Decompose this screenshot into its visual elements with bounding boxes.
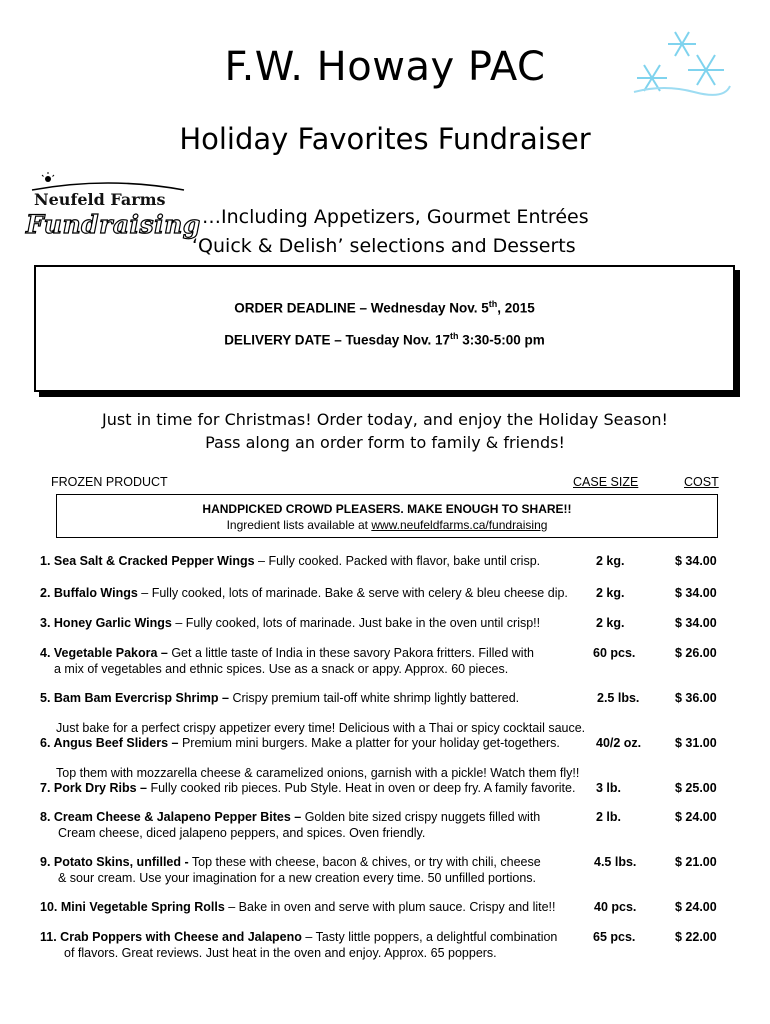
column-header-size: CASE SIZE bbox=[573, 475, 639, 489]
product-description: 5. Bam Bam Evercrisp Shrimp – Crispy premium tail-off white shrimp lightly battered. bbox=[40, 691, 520, 705]
product-description: 1. Sea Salt & Cracked Pepper Wings – Fully cooked. Packed with flavor, bake until crisp. bbox=[40, 554, 541, 568]
product-description: 4. Vegetable Pakora – Get a little taste of India in these savory Pakora fritters. Filled with bbox=[40, 646, 534, 660]
promo-line-1: Just in time for Christmas! Order today, and enjoy the Holiday Season! bbox=[102, 410, 668, 429]
product-name: Potato Skins, unfilled - bbox=[53, 855, 189, 869]
cost: $ 34.00 bbox=[675, 586, 717, 600]
case-size: 65 pcs. bbox=[593, 930, 636, 944]
cost: $ 34.00 bbox=[675, 554, 717, 568]
product-description: 2. Buffalo Wings – Fully cooked, lots of marinade. Bake & serve with celery & bleu cheese dip. bbox=[40, 586, 568, 600]
product-name: Sea Salt & Cracked Pepper Wings bbox=[53, 554, 255, 568]
product-description: 6. Angus Beef Sliders – Premium mini burgers. Make a platter for your holiday get-togethers. bbox=[40, 736, 560, 750]
cost: $ 24.00 bbox=[675, 810, 717, 824]
case-size: 2.5 lbs. bbox=[597, 691, 640, 705]
logo-script: Fundraising bbox=[26, 210, 201, 239]
cost: $ 36.00 bbox=[675, 691, 717, 705]
includes-line-1: …Including Appetizers, Gourmet Entrées bbox=[202, 206, 589, 228]
product-description: 10. Mini Vegetable Spring Rolls – Bake in oven and serve with plum sauce. Crispy and lite!! bbox=[40, 900, 556, 914]
column-header-cost: COST bbox=[684, 475, 719, 489]
cost: $ 22.00 bbox=[675, 930, 717, 944]
logo-name: Neufeld Farms bbox=[34, 190, 166, 209]
case-size: 2 kg. bbox=[596, 586, 625, 600]
neufeld-farms-logo bbox=[26, 170, 201, 252]
ingredient-note: Ingredient lists available at www.neufeldfarms.ca/fundraising bbox=[226, 518, 548, 532]
sunrise-icon bbox=[28, 170, 188, 192]
case-size: 60 pcs. bbox=[593, 646, 636, 660]
product-name: Vegetable Pakora – bbox=[53, 646, 168, 660]
page-subtitle: Holiday Favorites Fundraiser bbox=[179, 122, 591, 156]
product-description: 8. Cream Cheese & Jalapeno Pepper Bites – Golden bite sized crispy nuggets filled with bbox=[40, 810, 541, 824]
case-size: 4.5 lbs. bbox=[594, 855, 637, 869]
includes-line-2: ‘Quick & Delish’ selections and Desserts bbox=[192, 235, 576, 257]
promo-line-2: Pass along an order form to family & friends! bbox=[205, 433, 565, 452]
case-size: 40/2 oz. bbox=[596, 736, 642, 750]
order-deadline: ORDER DEADLINE – Wednesday Nov. 5th, 2015 bbox=[234, 299, 535, 316]
cost: $ 34.00 bbox=[675, 616, 717, 630]
product-name: Honey Garlic Wings bbox=[53, 616, 172, 630]
product-description-cont: Cream cheese, diced jalapeno peppers, and spices. Oven friendly. bbox=[58, 826, 426, 840]
product-description: 9. Potato Skins, unfilled - Top these with cheese, bacon & chives, or try with chili, cheese bbox=[40, 855, 541, 869]
crowd-pleasers-heading: HANDPICKED CROWD PLEASERS. MAKE ENOUGH TO SHARE!! bbox=[202, 502, 572, 516]
fundraising-link[interactable]: www.neufeldfarms.ca/fundraising bbox=[371, 518, 548, 532]
product-name: Mini Vegetable Spring Rolls bbox=[60, 900, 225, 914]
product-name: Crab Poppers with Cheese and Jalapeno bbox=[60, 930, 302, 944]
product-description-cont: a mix of vegetables and ethnic spices. Use as a snack or appy. Approx. 60 pieces. bbox=[54, 662, 509, 676]
crowd-pleasers-box bbox=[56, 494, 718, 538]
product-description-cont: of flavors. Great reviews. Just heat in the oven and enjoy. Approx. 65 poppers. bbox=[64, 946, 497, 960]
case-size: 2 kg. bbox=[596, 616, 625, 630]
product-description-cont: & sour cream. Use your imagination for a new creation every time. 50 unfilled portions. bbox=[58, 871, 537, 885]
product-description: 11. Crab Poppers with Cheese and Jalapeno – Tasty little poppers, a delightful combination bbox=[40, 930, 558, 944]
product-description: 7. Pork Dry Ribs – Fully cooked rib pieces. Pub Style. Heat in oven or deep fry. A family favorite. bbox=[40, 781, 576, 795]
deadline-box bbox=[34, 265, 735, 392]
column-header-product: FROZEN PRODUCT bbox=[51, 475, 168, 489]
product-description: 3. Honey Garlic Wings – Fully cooked, lots of marinade. Just bake in the oven until crisp!! bbox=[40, 616, 541, 630]
product-note: Top them with mozzarella cheese & caramelized onions, garnish with a pickle! Watch them fly!! bbox=[56, 766, 580, 780]
product-name: Angus Beef Sliders – bbox=[53, 736, 179, 750]
product-name: Cream Cheese & Jalapeno Pepper Bites – bbox=[53, 810, 302, 824]
cost: $ 26.00 bbox=[675, 646, 717, 660]
cost: $ 21.00 bbox=[675, 855, 717, 869]
snowflake-icon bbox=[624, 26, 734, 102]
cost: $ 31.00 bbox=[675, 736, 717, 750]
case-size: 3 lb. bbox=[596, 781, 622, 795]
product-name: Pork Dry Ribs – bbox=[53, 781, 147, 795]
cost: $ 25.00 bbox=[675, 781, 717, 795]
product-name: Bam Bam Evercrisp Shrimp – bbox=[53, 691, 229, 705]
cost: $ 24.00 bbox=[675, 900, 717, 914]
product-note: Just bake for a perfect crispy appetizer every time! Delicious with a Thai or spicy cocktail sauce. bbox=[56, 721, 586, 735]
case-size: 40 pcs. bbox=[594, 900, 637, 914]
delivery-date: DELIVERY DATE – Tuesday Nov. 17th 3:30-5:00 pm bbox=[224, 331, 545, 348]
case-size: 2 lb. bbox=[596, 810, 622, 824]
page-title: F.W. Howay PAC bbox=[224, 44, 546, 90]
product-name: Buffalo Wings bbox=[53, 586, 138, 600]
case-size: 2 kg. bbox=[596, 554, 625, 568]
